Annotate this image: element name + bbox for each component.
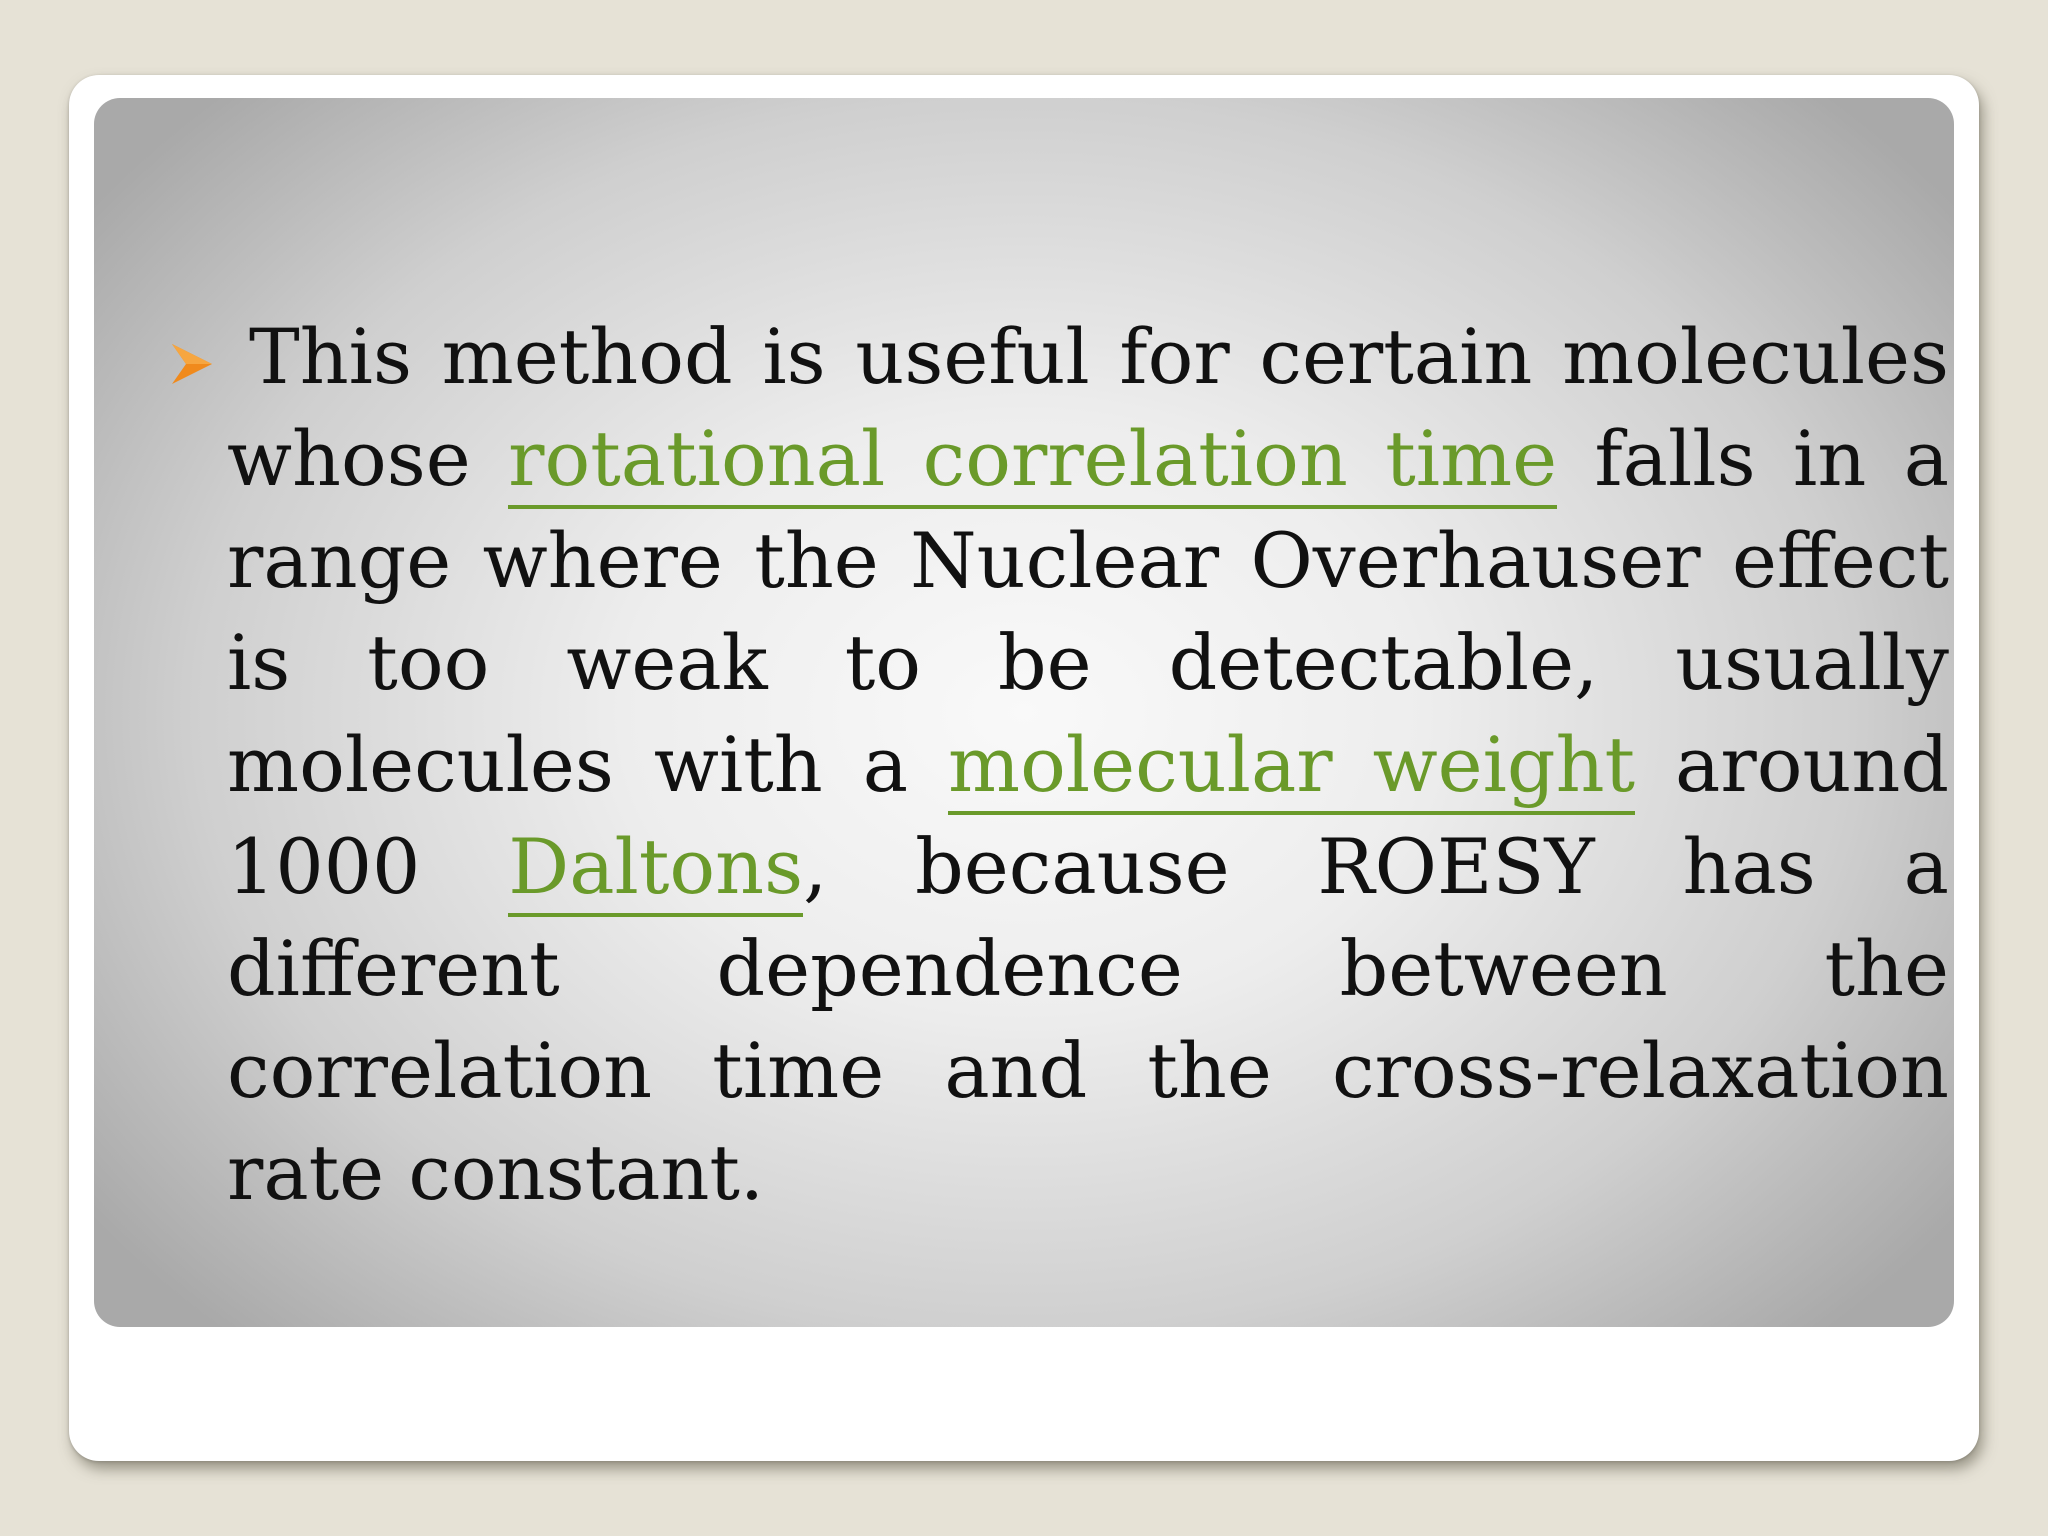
content-panel xyxy=(94,98,1954,1327)
body-text-part-2: falls in a range where the Nuclear Overhauser effect is too weak to be detectable, usually molecules with a xyxy=(227,414,1950,809)
slide-frame xyxy=(69,75,1979,1461)
body-text xyxy=(227,306,1949,1224)
body-text-part-4: , because ROESY has a different dependence between the correlation time and the cross-relaxation rate constant. xyxy=(227,822,1949,1217)
body-text-part-3: around 1000 xyxy=(227,720,1949,911)
body-text-part-1: This method is useful for certain molecules whose xyxy=(227,312,1949,503)
link-daltons[interactable]: Daltons xyxy=(508,822,803,917)
arrowhead-bullet-icon xyxy=(170,342,214,386)
link-molecular-weight[interactable]: molecular weight xyxy=(948,720,1635,815)
link-rotational-correlation-time[interactable]: rotational correlation time xyxy=(508,414,1557,509)
